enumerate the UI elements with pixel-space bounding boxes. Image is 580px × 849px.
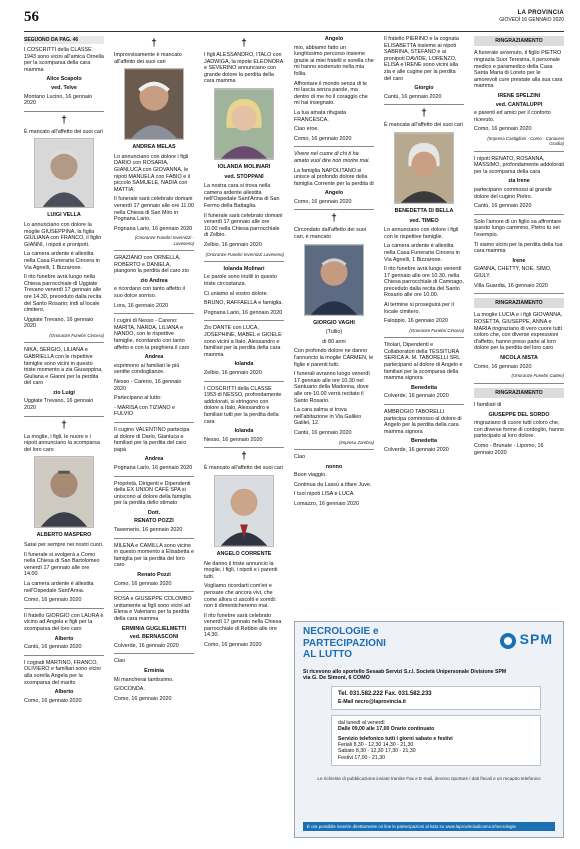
notice-signature: NICOLA NISTA bbox=[500, 355, 538, 362]
divider bbox=[384, 337, 464, 338]
divider bbox=[24, 416, 104, 417]
notice-text: Continua da Lassù a tifare Juve. bbox=[294, 481, 372, 488]
divider bbox=[294, 449, 374, 450]
notice-signature: Renato Pozzi bbox=[137, 572, 171, 579]
notice-location: Como, 16 gennaio 2020 bbox=[474, 363, 532, 370]
ad-title-line: AL LUTTO bbox=[303, 649, 353, 660]
notice-intro: È mancato all'affetto dei suoi cari bbox=[204, 465, 283, 472]
funeral-agency: (Onoranze Funebri Invernizzi Laveseno) bbox=[205, 251, 284, 257]
notice-signature: ERMINIA GUGLIELMETTI bbox=[121, 625, 187, 632]
divider bbox=[474, 151, 564, 152]
notice-text: MILENA e CAMILLA sono vicine in questo momento a Elisabetta e famiglia per la perdita del loro caro bbox=[114, 542, 194, 569]
notice-text: Il cugino VALENTINO partecipa al dolore di Dario, Gianluca e familiari per la perdita del caro papà bbox=[114, 426, 190, 453]
divider bbox=[474, 293, 564, 294]
notice-intro: I figli ALESSANDRO, ITALO con JADWIGA, la nipote ELEONORA e SEVERINO annunciano con grande dolore la perdita della cara mamma bbox=[204, 52, 284, 85]
notice-text: Al termine si proseguirà per il locale cimitero. bbox=[384, 302, 454, 315]
ad-title-line: PARTECIPAZIONI bbox=[303, 637, 386, 649]
deceased-age: di 80 anni bbox=[322, 338, 346, 345]
notice-signature: Alberto bbox=[54, 689, 74, 696]
ad-contact-box bbox=[331, 686, 541, 710]
notice-text: Ti siamo vicini per la perdita della tua cara mamma bbox=[474, 241, 563, 255]
notice-text: AMBROGIO TABORELLI partecipa commosso al dolore di Angelo per la perdita della cara mamma signora bbox=[384, 408, 462, 435]
funeral-agency: (Impresa Castiglioni - Como - Canavesi Gradia) bbox=[487, 135, 564, 147]
notice-signature: GIUSEPPE DEL SORDO bbox=[488, 411, 550, 418]
notice-text: I cugini di Nesso - Careno: MARITA, NARDA, LILIANA e NANDO, con le rispettive famiglie, ricordando con tanto affetto e con la preghiera il caro bbox=[114, 318, 190, 351]
notice-text: GRAZIANO con ORNELLA, ROBERTO e DANIELA, piangono la perdita del caro zio bbox=[114, 255, 189, 275]
divider bbox=[114, 538, 194, 539]
cross-icon: † bbox=[61, 114, 67, 126]
cross-icon: † bbox=[331, 213, 337, 225]
deceased-name: ALBERTO MASPERO bbox=[36, 532, 92, 539]
notice-text: La famiglia NAPOLITANO si unisce al profondo dolore della famiglia Corrente per la perdita di bbox=[294, 167, 374, 187]
notice-signature: Andrea bbox=[144, 354, 164, 361]
notice-signature: RENATO POZZI bbox=[134, 518, 174, 525]
notice-text: Lo annunciano con dolore i figli con le rispettive famiglie. bbox=[384, 227, 459, 240]
notice-text: La camera ardente è allestita nella Casa Funeraria Cincera in Via Agnelli, 1 Bizzarone. bbox=[384, 243, 460, 263]
continued-band: SEGUONO DA PAG. 46 bbox=[24, 36, 104, 44]
notice-text: Ciao bbox=[294, 453, 306, 460]
notice-location: Como, 16 gennaio 2020 bbox=[474, 126, 532, 133]
notice-signature: Dott. bbox=[147, 509, 161, 516]
divider bbox=[114, 250, 194, 251]
notice-location: Cantù, 16 gennaio 2020 bbox=[294, 429, 352, 436]
notice-intro: È mancato all'affetto dei suoi cari bbox=[24, 128, 103, 135]
ad-office-text: Si ricevono allo sportello Sesaab Servizi S.r.l. Società Unipersonale Divisione SPM bbox=[303, 668, 507, 675]
notice-text: I COSCRITTI della CLASSE 1953 di NESSO, profondamente addolorati, si stringono con dolore a Italo, Alessandro e familiari tutti per la perdita della cara bbox=[204, 385, 282, 425]
ad-title-line: NECROLOGIE e bbox=[303, 626, 379, 637]
divider bbox=[114, 313, 194, 314]
notice-text: Zio DANTE con LUCA, JOSEPHINE, MABEL e GIOELE sono vicini a Italo, Alessandro e familiari per la perdita della cara mamma bbox=[204, 325, 282, 358]
notice-text: La moglie, i figli, le nuore e i nipoti annunciano la scomparsa del loro caro bbox=[24, 433, 100, 453]
divider bbox=[24, 111, 104, 112]
ad-service-row: Festivi 17,00 - 21,30 bbox=[338, 754, 386, 761]
notice-location: Pognana Lario, 16 gennaio 2020 bbox=[204, 309, 283, 316]
notice-signature: Angelo bbox=[324, 190, 344, 197]
spm-logo-text: SPM bbox=[519, 631, 553, 647]
ad-footer-link[interactable]: È ora possibile inserire direttamente on line le partecipazioni al lutto su www.laprovinciadicomo.it/necrologie bbox=[303, 822, 555, 831]
notice-location: Uggiate Trevano, 16 gennaio 2020 bbox=[24, 398, 94, 412]
cross-icon: † bbox=[421, 108, 427, 120]
deceased-name: ved. TIMEO bbox=[409, 217, 439, 224]
cross-icon: † bbox=[61, 419, 67, 431]
notice-location: Colverde, 16 gennaio 2020 bbox=[384, 446, 449, 453]
notice-text: e parenti ed amici per il conforto ricevuto. bbox=[474, 110, 551, 123]
notice-location: Zelbio, 16 gennaio 2020 bbox=[204, 370, 262, 376]
notice-location: Como, 16 gennaio 2020 bbox=[114, 580, 172, 587]
ad-service-row: Sabato 8,30 - 12,30 17,30 - 21,30 bbox=[338, 748, 416, 755]
notice-location: Montano Lucino, 16 gennaio 2020 bbox=[24, 93, 93, 107]
notice-text: Ci uniamo al vostro dolore. bbox=[204, 290, 269, 297]
notice-text: Con profondo dolore ne danno l'annuncio la moglie CARMEN, le figlie e parenti tutti. bbox=[294, 348, 374, 368]
portrait-photo bbox=[394, 132, 454, 204]
divider bbox=[114, 591, 194, 592]
deceased-name: GIORGIO VAGHI bbox=[313, 319, 355, 326]
column-3 bbox=[204, 36, 284, 652]
notice-text: Le parole sono inutili in questo triste circostanza. bbox=[204, 274, 277, 288]
obituary-service-ad bbox=[294, 621, 564, 838]
deceased-name: ANDREA MELAS bbox=[132, 144, 176, 151]
notice-signature: Alberto bbox=[54, 635, 74, 642]
deceased-name: BENEDETTA DI BELLA bbox=[394, 207, 454, 214]
divider bbox=[204, 320, 284, 321]
notice-text: GIOCONDA. bbox=[114, 686, 145, 693]
issue-date: GIOVEDÌ 16 GENNAIO 2020 bbox=[499, 17, 564, 24]
ad-service-row: Feriali 8,30 - 12,30 14,30 - 21,30 bbox=[338, 742, 414, 749]
funeral-agency: (Onoranze Funebri Cincera) bbox=[49, 332, 104, 338]
notice-location: Como, 16 gennaio 2020 bbox=[24, 597, 82, 604]
brand-name: LA PROVINCIA bbox=[517, 10, 564, 16]
notice-location: Como - Brunate - Lipomo, 16 gennaio 2020 bbox=[474, 442, 544, 456]
column-1 bbox=[24, 36, 104, 707]
portrait-photo bbox=[34, 138, 94, 208]
ad-hours: Dalle 09,00 alle 17,00 Orario continuato bbox=[338, 726, 435, 733]
notice-text: La nostra cara si trova nella camera ardente allestita nell'Ospedale Sant'Anna di San Fermo della Battaglia. bbox=[204, 183, 280, 209]
ad-service: Servizio telefonico tutti i giorni sabato e festivi bbox=[338, 735, 453, 742]
notice-text: I tuoi nipoti LISA e LUCA. bbox=[294, 491, 355, 498]
thanks-band: RINGRAZIAMENTO bbox=[474, 388, 564, 398]
notice-text: Il rito funebre avrà luogo venerdì 17 gennaio alle ore 10.30, nella Chiesa parrocchiale di Camnago, preceduto dalla recita del Santo Rosario alle ore 10.00. bbox=[384, 266, 464, 299]
divider bbox=[294, 146, 374, 147]
notice-text: Titolari, Dipendenti e Collaboratori della TESSITURA SERICA A. M. TABORELLI SRL partecipano al dolore di Angelo e familiari per la scomparsa della mamma signora bbox=[384, 342, 463, 382]
notice-text: I cognati MARTINO, FRANCO, OLIVIERO e familiari sono vicini alla sorella Angela per la scomparsa del marito bbox=[24, 659, 101, 686]
divider bbox=[204, 261, 284, 262]
notice-text: Lo annunciano con dolore la moglie GIUSEPPINA, la figlia GIULIANA con FRANCO, il figlio GIANNI, i nipoti e pronipoti. bbox=[24, 222, 102, 248]
notice-signature: Andrea bbox=[144, 456, 164, 463]
notice-text: Ciao eroe. bbox=[294, 126, 319, 133]
notice-signature: zia Irene bbox=[508, 178, 530, 185]
column-4 bbox=[294, 36, 374, 511]
portrait-photo bbox=[214, 88, 274, 160]
notice-location: Cantù, 16 gennaio 2020 bbox=[474, 203, 532, 210]
notice-location: Como, 16 gennaio 2020 bbox=[24, 697, 82, 704]
notice-text: Affrontare il mondo senza di te mi lascia senza parole, ma dentro di me ho il coraggio che mi hai insegnato. bbox=[294, 80, 368, 107]
notice-signature: Benedetta bbox=[410, 438, 438, 445]
notice-text: e ricordano con tanto affetto il suo dolce sorriso. bbox=[114, 286, 185, 300]
notice-signature: Erminia bbox=[144, 667, 164, 674]
notice-location: Faloppio, 16 gennaio 2020 bbox=[384, 318, 448, 325]
notice-location: Tavernerio, 16 gennaio 2020 bbox=[114, 527, 183, 534]
notice-signature: Alice Scapolo bbox=[46, 76, 82, 83]
divider bbox=[384, 104, 464, 105]
ad-phone-text: Tel. 031.582.222 Fax. 031.582.233 bbox=[338, 691, 432, 698]
notice-location: Lomazzo, 16 gennaio 2020 bbox=[294, 500, 360, 507]
column-5 bbox=[384, 36, 464, 457]
divider bbox=[474, 214, 564, 215]
notice-location: Pognana Lario, 16 gennaio 2020 bbox=[114, 464, 193, 471]
notice-text: Ciao bbox=[114, 658, 126, 665]
notice-text: ringraziano di cuore tutti coloro che, con diverse forme di cordoglio, hanno partecipato al loro dolore. bbox=[474, 420, 564, 440]
notice-text: GIANNA, CHETTY, NOE, SIMO, GIULY. bbox=[474, 266, 552, 279]
divider bbox=[384, 404, 464, 405]
notice-text: BRUNO, RAFFAELLA e famiglia. bbox=[204, 300, 283, 307]
notice-location: Uggiate Trevano, 16 gennaio 2020 bbox=[24, 316, 94, 330]
notice-text: partecipano commossi al grande dolore del cugino Pietro. bbox=[474, 187, 552, 200]
cross-icon: † bbox=[241, 38, 247, 49]
page-number: 56 bbox=[24, 9, 39, 25]
notice-text: I funerali avranno luogo venerdì 17 gennaio alle ore 10.30 nel Santuario della Madonna, dove alle ore 10.00 verrà recitato il Santo Rosario. bbox=[294, 371, 370, 404]
notice-text: I nipoti RENATO, ROSANNA, MASSIMO, profondamente addolorati per la scomparsa della cara bbox=[474, 155, 564, 175]
notice-text: Il rito funebre avrà luogo nella Chiesa parrocchiale di Uggiate Trevano venerdì 17 gennaio alle ore 14.30, preceduto dalla recita del Santo Rosario; indi al locale cimitero. bbox=[24, 274, 102, 314]
notice-text: - MARISA con TIZIANO e FULVIO bbox=[114, 404, 176, 418]
notice-text: La camera ardente è allestita nell'Ospedale Sant'Anna. bbox=[24, 581, 94, 594]
notice-signature: Giorgio bbox=[414, 85, 434, 92]
notice-text: Il funerale si svolgerà a Como nella Chiesa di San Bartolomeo venerdì 17 gennaio alle ore 14.00. bbox=[24, 551, 100, 578]
deceased-name: ved. STOPPANI bbox=[224, 173, 264, 180]
notice-signature: Iolanda bbox=[234, 361, 254, 368]
notice-location: Como, 16 gennaio 2020 bbox=[294, 198, 352, 205]
ad-hours-box bbox=[331, 715, 541, 766]
deceased-nickname: (Tullio) bbox=[325, 329, 343, 336]
notice-signature: ved. BERNASCONI bbox=[129, 634, 179, 641]
divider bbox=[294, 209, 374, 210]
divider bbox=[24, 342, 104, 343]
portrait-photo bbox=[304, 244, 364, 316]
notice-text: Partecipano al lutto: bbox=[114, 395, 162, 402]
notice-intro: Improvvisamente è mancato all'affetto dei suoi cari bbox=[114, 52, 182, 65]
divider bbox=[204, 447, 284, 448]
notice-text: I COSCRITTI della CLASSE 1943 sono vicini all'amica Ornella per la scomparsa della cara mamma bbox=[24, 47, 104, 73]
ad-days: dal lunedì al venerdì bbox=[338, 720, 385, 727]
divider bbox=[24, 655, 104, 656]
ad-phone bbox=[338, 691, 534, 698]
notice-quote: Vivere nel cuore di chi ti ha amato vuol dire non morire mai. bbox=[294, 151, 370, 164]
notice-location: Como, 16 gennaio 2020 bbox=[114, 695, 172, 702]
notice-text: Il fratello PIERINO e la cognata ELISABETTA insieme ai nipoti SABRINA, STEFANO e ai pronipoti DAVIDE, LORENZO, ELISA e IRENE sono vicini alla zia e alle cugine per la perdita del caro bbox=[384, 36, 459, 82]
funeral-agency: (Onoranze Funebri Invernizzi - Laveseno) bbox=[134, 235, 194, 246]
notice-text: Sarai per sempre nei nostri cuori. bbox=[24, 542, 104, 549]
page-header bbox=[24, 8, 564, 32]
notice-location: Cantù, 16 gennaio 2020 bbox=[24, 644, 82, 651]
notice-signature: ved. CANTALUPPI bbox=[495, 101, 543, 108]
notice-location: Villa Guardia, 16 gennaio 2020 bbox=[474, 282, 548, 289]
notice-text: Solo l'amore di un figlio sa affrontare questo lungo cammino, Pietro tu sei l'esempio. bbox=[474, 218, 562, 238]
notice-text: Buon viaggio. bbox=[294, 472, 327, 479]
notice-text: mio, abbiamo fatto un lunghissimo percorso insieme grazie ai miei fratelli e sorella che mi hanno sostenuto nella mia follia. bbox=[294, 44, 374, 77]
notice-location: Colverde, 16 gennaio 2020 bbox=[384, 393, 449, 400]
deceased-name: LUIGI VELLA bbox=[47, 212, 81, 219]
thanks-band: RINGRAZIAMENTO bbox=[474, 298, 564, 308]
notice-location: Colverde, 16 gennaio 2020 bbox=[114, 642, 179, 649]
cross-icon: † bbox=[151, 38, 157, 49]
funeral-agency: (Onoranze Funebri Cincera) bbox=[409, 327, 464, 333]
notice-text: La camera ardente è allestita nella Casa Funeraria Cincera in Via Agnelli, 1 Bizzarone. bbox=[24, 251, 100, 271]
notice-location: Nesso, 16 gennaio 2020 bbox=[204, 436, 263, 443]
ad-email[interactable]: E-Mail necro@laprovincia.it bbox=[338, 698, 406, 705]
divider bbox=[24, 608, 104, 609]
divider bbox=[114, 476, 194, 477]
notice-signature: nonno bbox=[325, 463, 343, 470]
notice-text: Il fratello GIORGIO con LAURA è vicino ad Angela e figli per la scomparsa del loro caro bbox=[24, 612, 104, 632]
notice-signature: Irene bbox=[512, 257, 526, 264]
notice-text: A funerale avvenuto, il figlio PIETRO ringrazia Suor Teresina, il personale medico e paramedico della Casa Santa Maria di Loreto per le amorevoli cure prestate alla sua cara mamma bbox=[474, 50, 563, 90]
notice-text: Proprietà, Dirigenti e Dipendenti della EX UNION CAFÈ SPA si uniscono al dolore della famiglia per la perdita dello stimato bbox=[114, 480, 191, 507]
divider bbox=[114, 422, 194, 423]
notice-text: Mi mancherai tantissimo. bbox=[114, 676, 174, 683]
notice-text: Lo annunciano con dolore i figli DARIO con ROSARIA, GIANLUCA con GIOVANNA, le nipoti MANUELA con FABIO e il piccolo SAMUELE, NADIA con MATTIA. bbox=[114, 153, 191, 193]
notice-location: Como, 16 gennaio 2020 bbox=[294, 135, 352, 142]
divider bbox=[474, 383, 564, 384]
notice-signature: ved. Telve bbox=[51, 85, 77, 92]
notice-location: Zelbio, 16 gennaio 2020 bbox=[204, 241, 262, 248]
notice-location: Lora, 16 gennaio 2020 bbox=[114, 302, 168, 309]
notice-intro: È mancata all'affetto dei suoi cari bbox=[384, 122, 463, 129]
notice-text: Ne danno il triste annuncio la moglie, i figli, i nipoti e i parenti tutti. bbox=[204, 560, 278, 580]
notice-text: La tua amata rifugiata FRANCESCA. bbox=[294, 109, 347, 123]
notice-text: Il rito funebre sarà celebrato venerdì 17 gennaio nella Chiesa parrocchiale di Rebbio alle ore 14.30. bbox=[204, 612, 282, 639]
thanks-band: RINGRAZIAMENTO bbox=[474, 36, 564, 46]
notice-text: ROSA e GIUSEPPE COLOMBO unitamente ai figli sono vicini ad Elena e Valeriano per la perdita della cara mamma bbox=[114, 596, 192, 622]
notice-location: Como, 16 gennaio 2020 bbox=[204, 642, 262, 649]
notice-text: La cara salma si trova nell'abitazione in Via Galileo Galilei, 12. bbox=[294, 407, 362, 427]
ad-note: Le richieste di pubblicazione inviate tramite Fax e E-mail, devono riportare i dati fiscali e un recapito telefonico bbox=[317, 776, 541, 782]
notice-signature: Iolanda bbox=[234, 428, 254, 435]
portrait-photo bbox=[214, 475, 274, 547]
divider bbox=[204, 381, 284, 382]
notice-text: Il funerale sarà celebrato domani venerdì 17 gennaio alle ore 10.00 nella Chiesa parrocchiale di Zelbio. bbox=[204, 212, 283, 239]
portrait-photo bbox=[34, 456, 94, 528]
notice-signature: Benedetta bbox=[410, 384, 438, 391]
column-6 bbox=[474, 36, 564, 459]
notice-text: esprimono ai familiari le più sentite condoglianze. bbox=[114, 362, 180, 376]
notice-text: Il funerale sarà celebrato domani venerdì 17 gennaio alle ore 11.00 nella Chiesa di San Miro in Pognana Lario. bbox=[114, 196, 194, 223]
notice-intro: Circondato dall'affetto dei suoi cari, è mancato bbox=[294, 227, 366, 241]
notice-signature: Angelo bbox=[324, 36, 344, 42]
notice-location: Pognana Lario, 16 gennaio 2020 bbox=[114, 225, 193, 232]
notice-text: La moglie LUCIA e i figli GIOVANNA, ROSETTA, GIUSEPPE, ANNA e MARIA ringraziano di vero cuore tutti coloro che, con diverse espressioni d'affetto, hanno preso parte al loro dolore per la perdita del loro caro bbox=[474, 312, 563, 352]
notice-signature: IRENE SPELZINI bbox=[497, 92, 541, 99]
divider bbox=[114, 653, 194, 654]
notice-text: I familiari di bbox=[474, 401, 502, 408]
notice-text: Vogliamo ricordarti com'eri e pensare che ancora vivi, che come allora ci ascolti e sorridi: non ti dimenticheremo mai. bbox=[204, 583, 277, 610]
deceased-name: ANGELO CORRENTE bbox=[216, 550, 272, 557]
notice-text: NIKA, SERGIO, LILIANA e GABRIELLA con le rispettive famiglie sono vicini in questo triste momento a zia Giuseppina, Giuliana e Gianni per la perdita del caro bbox=[24, 347, 103, 387]
obituary-grid bbox=[24, 36, 564, 841]
funeral-agency: (Impresa Zambra) bbox=[338, 439, 374, 445]
notice-location: Nesso - Careno, 16 gennaio 2020 bbox=[114, 378, 182, 392]
notice-signature: Iolanda Molinari bbox=[223, 265, 265, 272]
notice-signature: zio Luigi bbox=[53, 389, 75, 396]
column-2 bbox=[114, 36, 194, 705]
deceased-name: IOLANDA MOLINARI bbox=[217, 163, 271, 170]
funeral-agency: (Onoranze Funebri Cutteri) bbox=[511, 373, 564, 379]
notice-signature: zio Andrea bbox=[140, 277, 168, 284]
cross-icon: † bbox=[241, 451, 247, 463]
masthead bbox=[499, 10, 564, 23]
notice-location: Cantù, 16 gennaio 2020 bbox=[384, 93, 442, 100]
portrait-photo bbox=[124, 68, 184, 140]
ad-address: via G. De Simoni, 6 COMO bbox=[303, 674, 370, 681]
